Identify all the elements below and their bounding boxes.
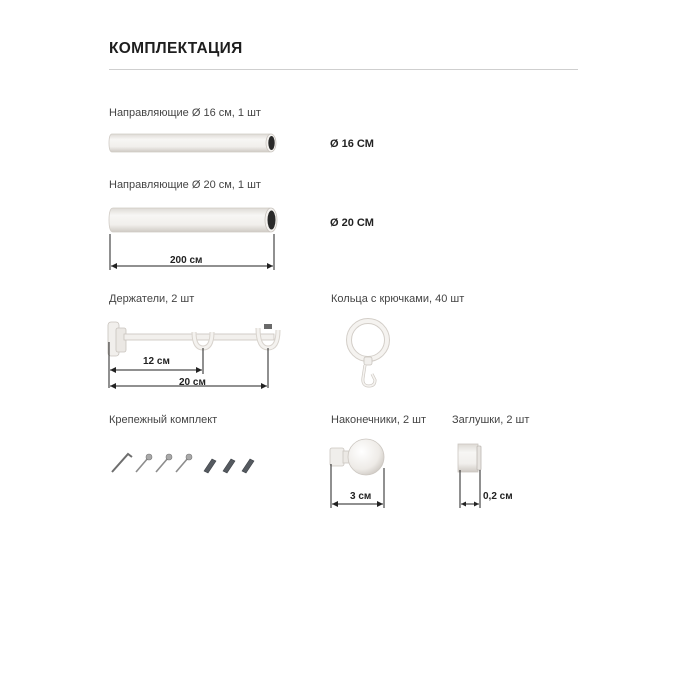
rings-label: Кольца с крючками, 40 шт	[331, 293, 465, 305]
finial-dimension: 3 см	[350, 491, 372, 502]
finials-label: Наконечники, 2 шт	[331, 414, 426, 426]
bracket-inner-dimension: 12 см	[143, 356, 170, 367]
rail-length-value: 200 см	[170, 255, 203, 266]
rail-20-image	[108, 206, 280, 234]
ring-with-hook-image	[342, 316, 398, 390]
rail-20-label: Направляющие Ø 20 см, 1 шт	[109, 179, 261, 191]
rail-16-label: Направляющие Ø 16 см, 1 шт	[109, 107, 261, 119]
fasteners-image	[108, 448, 258, 476]
fasteners-label: Крепежный комплект	[109, 414, 218, 426]
page-title: КОМПЛЕКТАЦИЯ	[109, 40, 243, 57]
cap-dimension: 0,2 см	[483, 491, 513, 502]
rail-20-diameter: Ø 20 СМ	[330, 217, 374, 229]
rail-length-dimension	[108, 232, 278, 272]
title-divider	[109, 69, 578, 70]
brackets-label: Держатели, 2 шт	[109, 293, 195, 305]
rail-16-diameter: Ø 16 СМ	[330, 138, 374, 150]
caps-label: Заглушки, 2 шт	[452, 414, 530, 426]
rail-16-image	[108, 132, 280, 154]
bracket-outer-dimension: 20 см	[179, 377, 206, 388]
